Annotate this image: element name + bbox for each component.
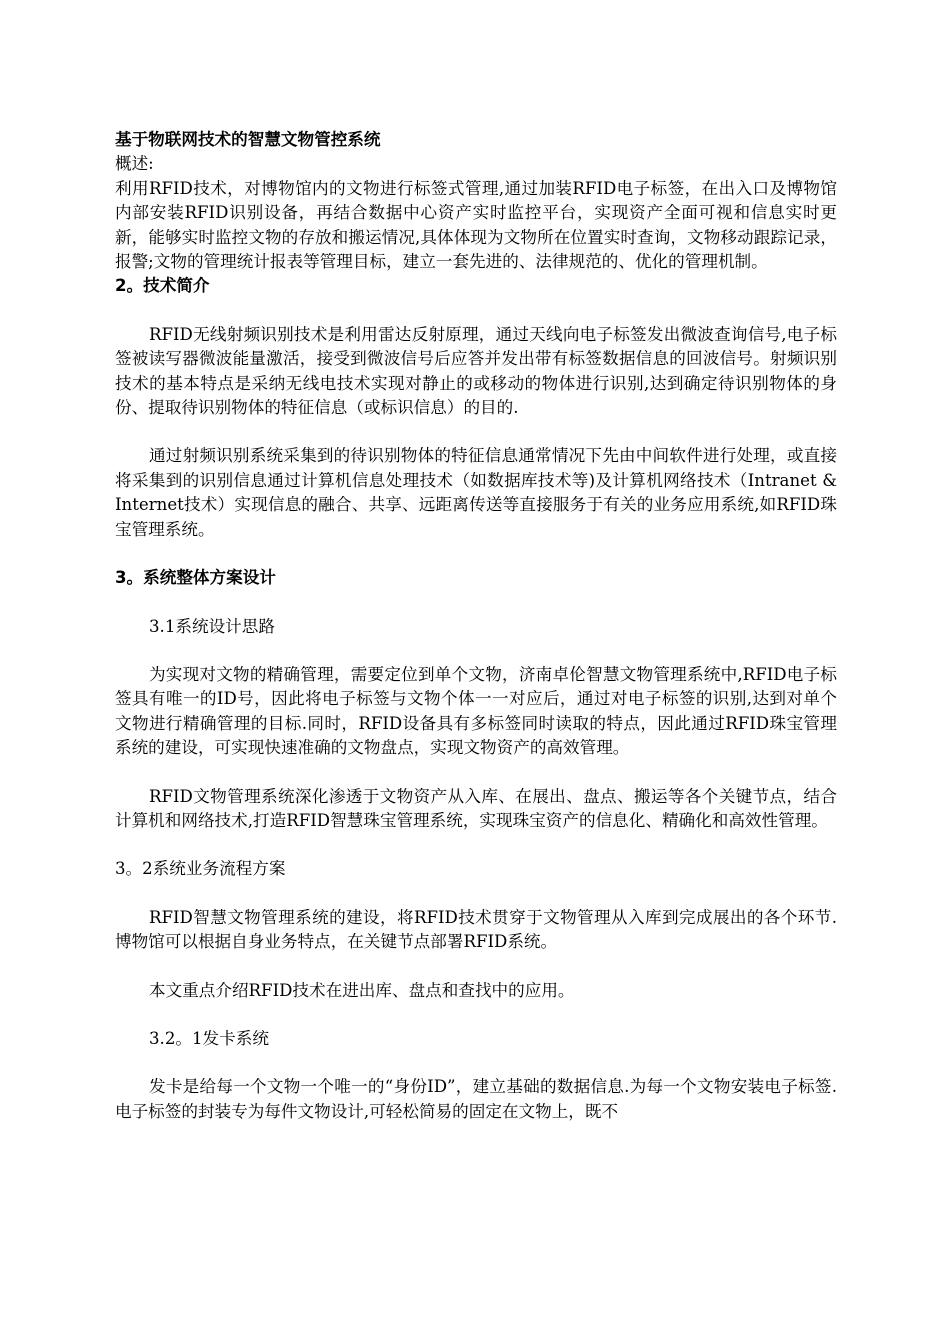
section-3-1-heading: 3.1系统设计思路 xyxy=(149,616,275,636)
section-2-heading: 2。技术简介 xyxy=(115,276,210,296)
section-3-2-heading: 3。2系统业务流程方案 xyxy=(115,859,286,879)
section-3-2-paragraph-1: RFID智慧文物管理系统的建设，将RFID技术贯穿于文物管理从入库到完成展出的各个环节.博物馆可以根据自身业务特点，在关键节点部署RFID系统。 xyxy=(115,907,837,952)
section-3-1-paragraph-2: RFID文物管理系统深化渗透于文物资产从入库、在展出、盘点、搬运等各个关键节点，结合计算机和网络技术,打造RFID智慧珠宝管理系统，实现珠宝资产的信息化、精确化和高效性管理。 xyxy=(115,786,837,830)
overview-paragraph: 利用RFID技术，对博物馆内的文物进行标签式管理,通过加装RFID电子标签，在出入口及博物馆内部安装RFID识别设备，再结合数据中心资产实时监控平台，实现资产全面可视和信息实时更新，能够实时监控文物的存放和搬运情况,具体体现为文物所在位置实时查询，文物移动跟踪记录，报警;文物的管理统计报表等管理目标，建立一套先进的、法律规范的、优化的管理机制。 xyxy=(115,178,837,272)
section-3-2-paragraph-2: 本文重点介绍RFID技术在进出库、盘点和查找中的应用。 xyxy=(149,980,575,1000)
section-2-paragraph-1: RFID无线射频识别技术是利用雷达反射原理，通过天线向电子标签发出微波查询信号,电子标签被读写器微波能量激活，接受到微波信号后应答并发出带有标签数据信息的回波信号。射频识别技术的基本特点是采纳无线电技术实现对静止的或移动的物体进行识别,达到确定待识别物体的身份、提取待识别物体的特征信息（或标识信息）的目的. xyxy=(115,324,837,418)
section-3-2-1-paragraph-1: 发卡是给每一个文物一个唯一的“身份ID”，建立基础的数据信息.为每一个文物安装电子标签.电子标签的封装专为每件文物设计,可轻松简易的固定在文物上，既不 xyxy=(115,1077,837,1121)
document-title: 基于物联网技术的智慧文物管控系统 xyxy=(115,130,381,149)
document-page xyxy=(115,128,837,1124)
section-3-1-paragraph-1: 为实现对文物的精确管理，需要定位到单个文物，济南卓伦智慧文物管理系统中,RFID电子标签具有唯一的ID号，因此将电子标签与文物个体一一对应后，通过对电子标签的识别,达到对单个文物进行精确管理的目标.同时，RFID设备具有多标签同时读取的特点，因此通过RFID珠宝管理系统的建设，可实现快速准确的文物盘点，实现文物资产的高效管理。 xyxy=(115,664,837,758)
section-2-paragraph-2: 通过射频识别系统采集到的待识别物体的特征信息通常情况下先由中间软件进行处理，或直接将采集到的识别信息通过计算机信息处理技术（如数据库技术等)及计算机网络技术（Intranet & Internet技术）实现信息的融合、共享、远距离传送等直接服务于有关的业务应用系统,如RFID珠宝管理系统。 xyxy=(115,446,837,539)
section-3-heading: 3。系统整体方案设计 xyxy=(115,568,276,588)
section-3-2-1-heading: 3.2。1发卡系统 xyxy=(149,1028,269,1048)
overview-label: 概述: xyxy=(115,154,154,174)
